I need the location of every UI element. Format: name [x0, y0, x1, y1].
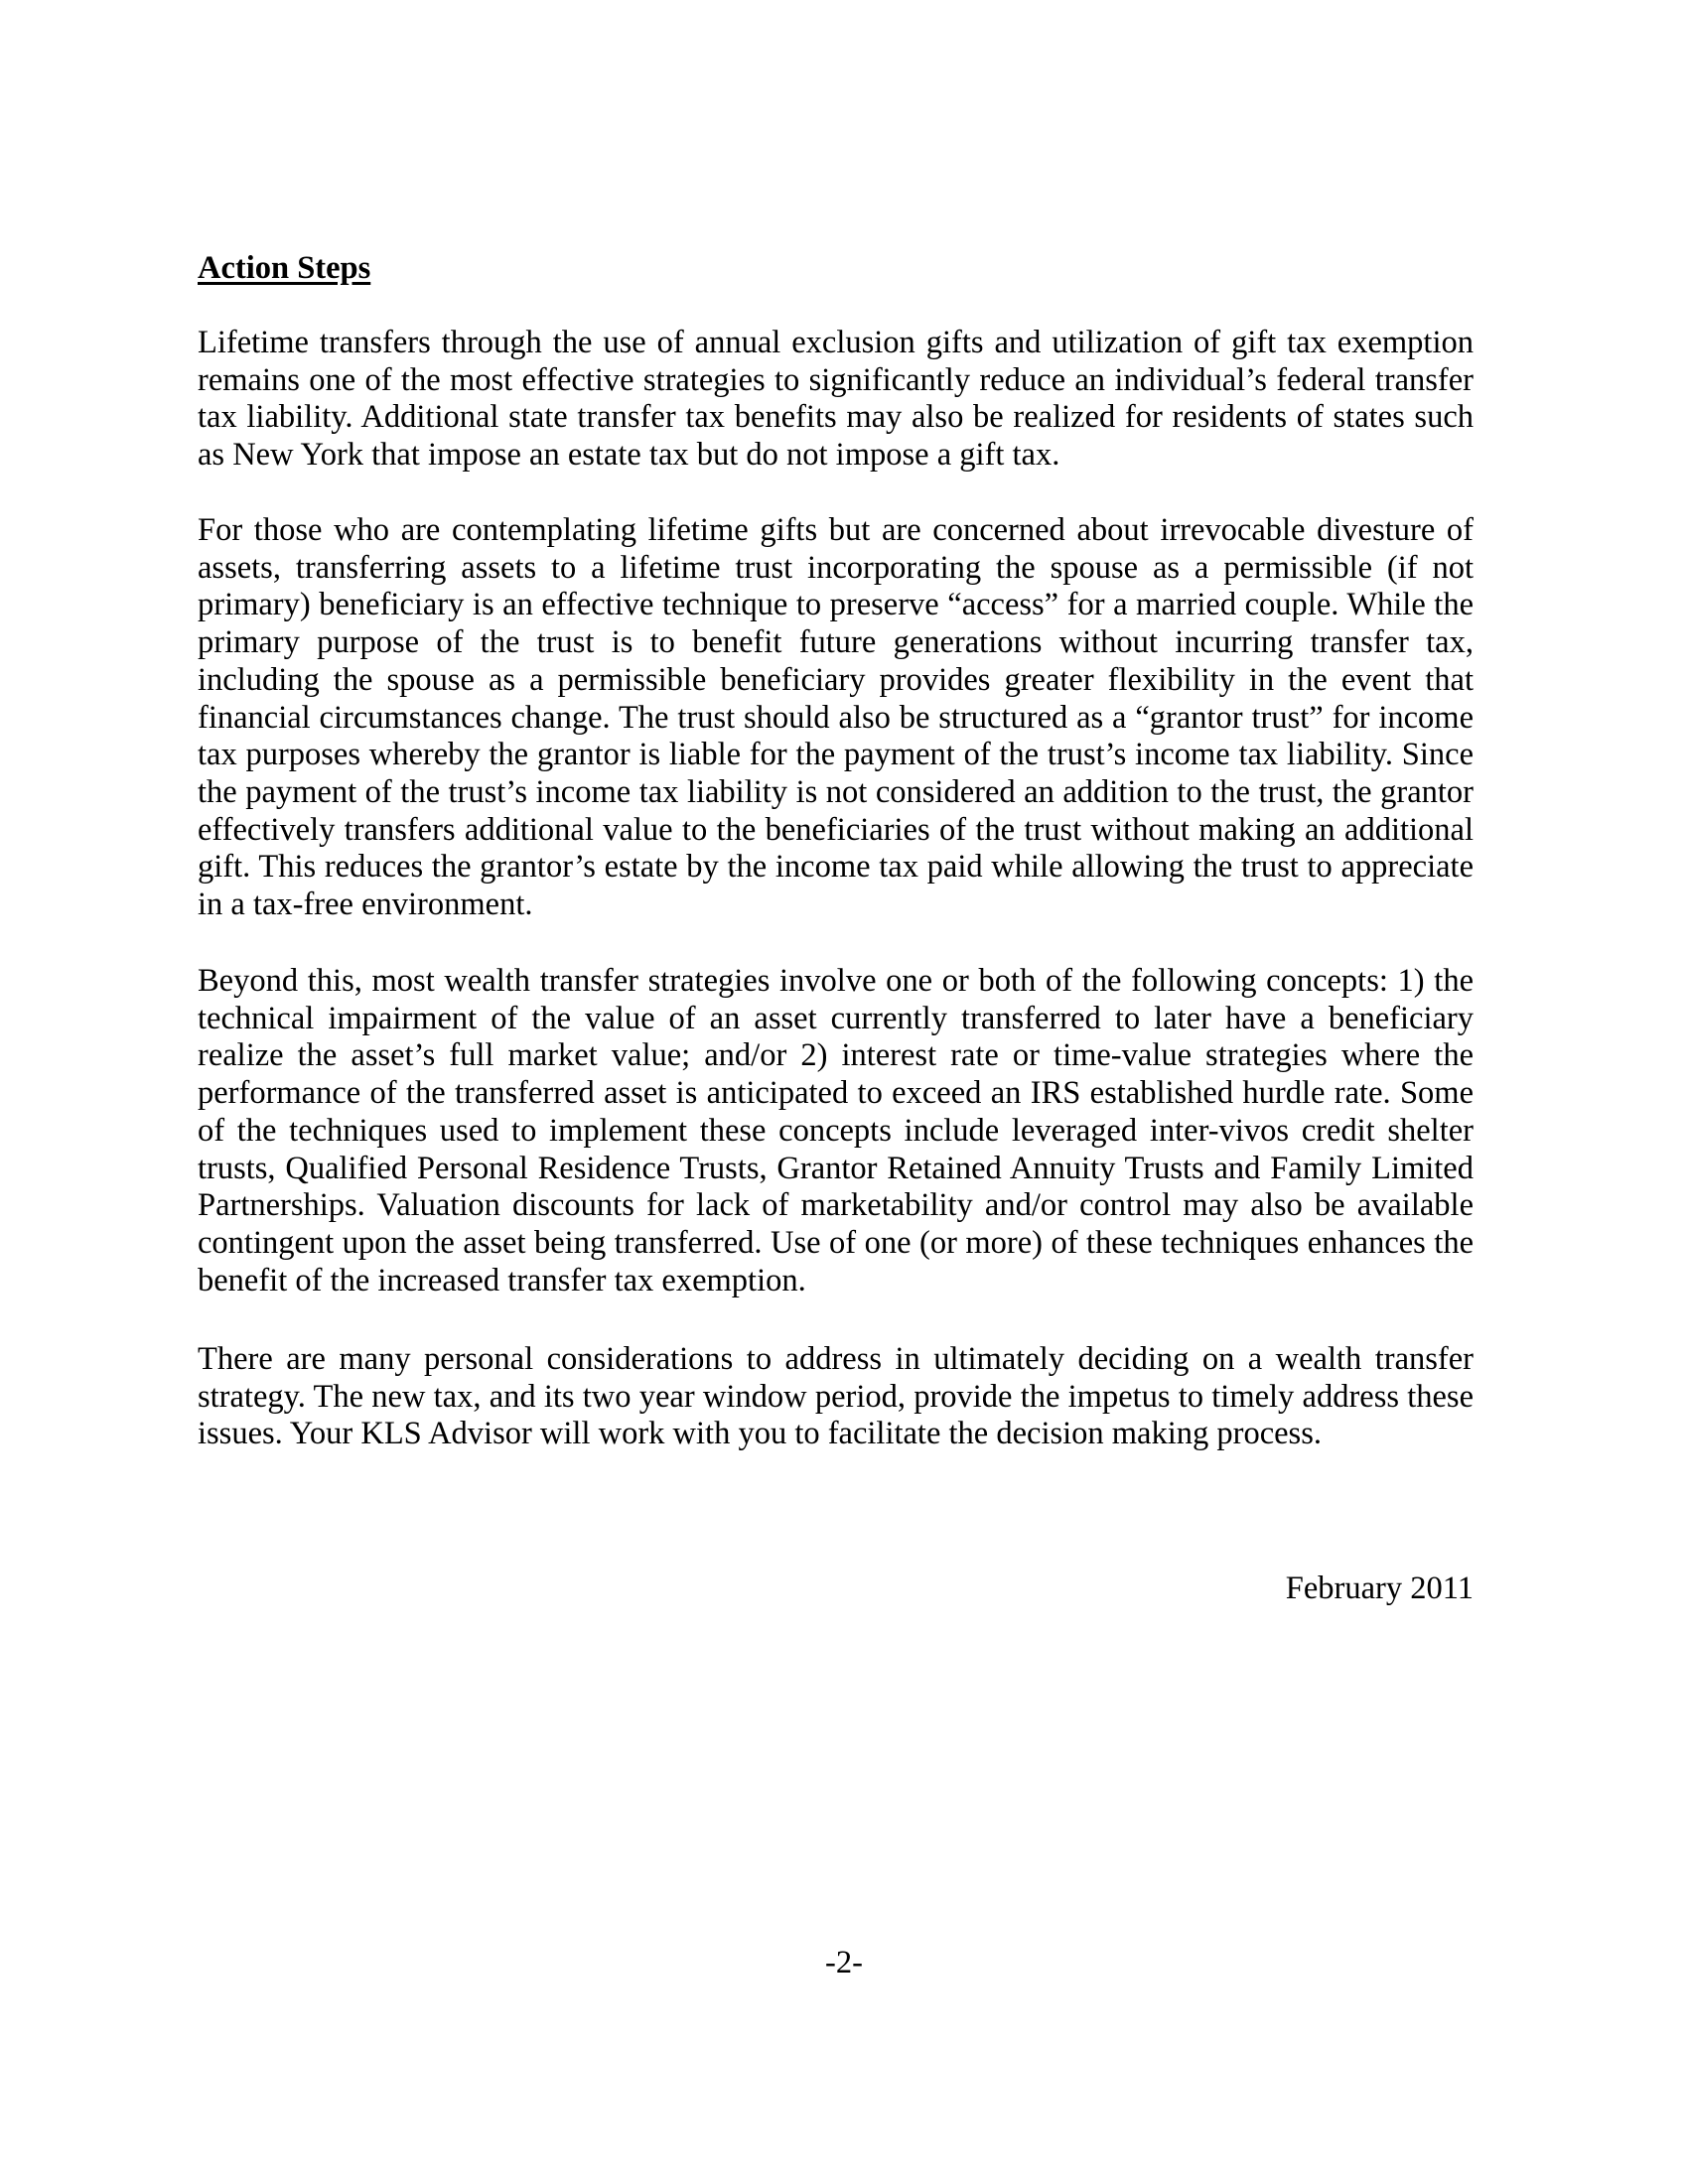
paragraph-annual-exclusion: Lifetime transfers through the use of annual exclusion gifts and utilization of gift tax exemption remains one of the most effective strategies to significantly reduce an individual’s federal transfer tax liability. Additional state transfer tax benefits may also be realized for residents of states such as New York that impose an estate tax but do not impose a gift tax.: [198, 325, 1474, 474]
paragraph-spousal-trust: For those who are contemplating lifetime gifts but are concerned about irrevocable divesture of assets, transferring assets to a lifetime trust incorporating the spouse as a permissible (if not primary) beneficiary is an effective technique to preserve “access” for a married couple. While the primary purpose of the trust is to benefit future generations without incurring transfer tax, including the spouse as a permissible beneficiary provides greater flexibility in the event that financial circumstances change. The trust should also be structured as a “grantor trust” for income tax purposes whereby the grantor is liable for the payment of the trust’s income tax liability. Since the payment of the trust’s income tax liability is not considered an addition to the trust, the grantor effectively transfers additional value to the beneficiaries of the trust without making an additional gift. This reduces the grantor’s estate by the income tax paid while allowing the trust to appreciate in a tax-free environment.: [198, 512, 1474, 923]
paragraph-wealth-transfer-strategies: Beyond this, most wealth transfer strategies involve one or both of the following concepts: 1) the technical impairment of the value of an asset currently transferred to later have a beneficiary realize the asset’s full market value; and/or 2) interest rate or time-value strategies where the performance of the transferred asset is anticipated to exceed an IRS established hurdle rate. Some of the techniques used to implement these concepts include leveraged inter-vivos credit shelter trusts, Qualified Personal Residence Trusts, Grantor Retained Annuity Trusts and Family Limited Partnerships. Valuation discounts for lack of marketability and/or control may also be available contingent upon the asset being transferred. Use of one (or more) of these techniques enhances the benefit of the increased transfer tax exemption.: [198, 963, 1474, 1298]
document-date: February 2011: [1285, 1570, 1474, 1606]
paragraph-personal-considerations: There are many personal considerations to address in ultimately deciding on a wealth transfer strategy. The new tax, and its two year window period, provide the impetus to timely address these issues. Your KLS Advisor will work with you to facilitate the decision making process.: [198, 1341, 1474, 1452]
section-heading: Action Steps: [198, 250, 371, 286]
page-number: -2-: [825, 1945, 863, 1980]
